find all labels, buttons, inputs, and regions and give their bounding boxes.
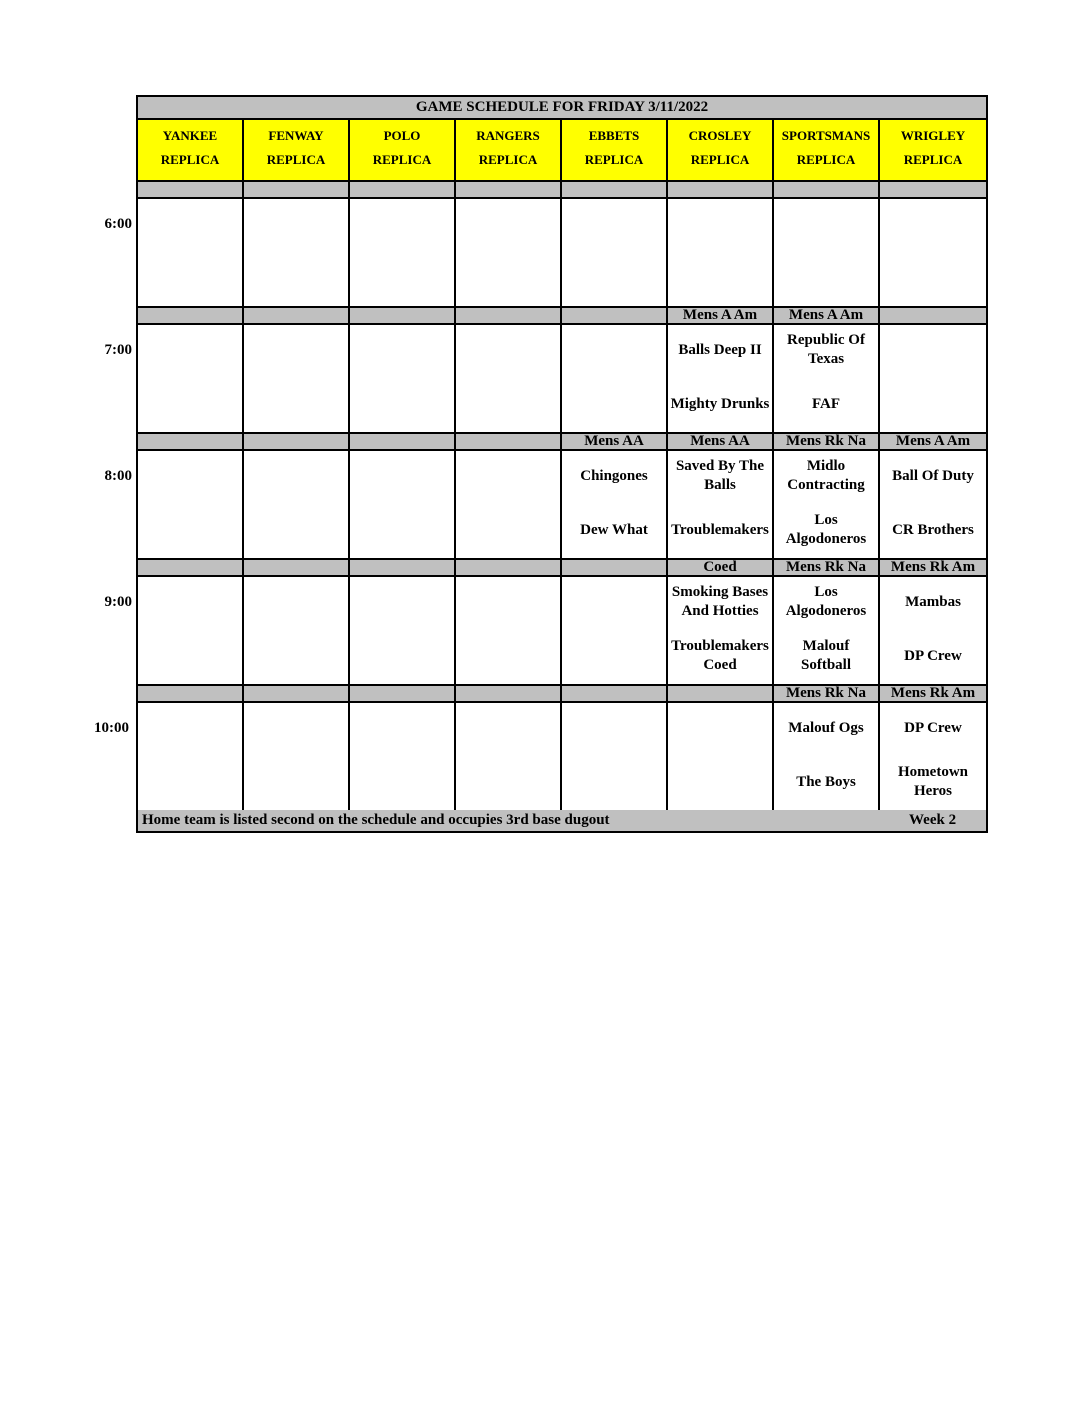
- league-band: [350, 686, 456, 703]
- league-band: [138, 434, 244, 451]
- game-cell: [668, 451, 774, 560]
- league-band: Mens Rk Am: [880, 560, 986, 577]
- field-header: [244, 120, 350, 182]
- empty-game-cell: [350, 451, 456, 560]
- empty-game-cell: [138, 199, 244, 308]
- home-team: Dew What: [580, 522, 648, 538]
- game-cell: [774, 325, 880, 434]
- league-band: [350, 434, 456, 451]
- empty-game-cell: [244, 577, 350, 686]
- home-team: DP Crew: [904, 648, 962, 664]
- home-team: Mighty Drunks: [670, 396, 770, 412]
- league-band: [244, 686, 350, 703]
- field-header: [138, 120, 244, 182]
- empty-game-cell: [456, 451, 562, 560]
- game-cell: [562, 451, 668, 560]
- league-band: Mens A Am: [668, 308, 774, 325]
- empty-game-cell: [562, 325, 668, 434]
- home-team: Malouf Softball: [800, 638, 851, 673]
- away-team: Balls Deep II: [678, 342, 762, 358]
- home-team: FAF: [811, 396, 841, 412]
- empty-game-cell: [456, 325, 562, 434]
- empty-game-cell: [350, 703, 456, 812]
- league-band: [138, 182, 244, 199]
- league-band: Mens Rk Na: [774, 434, 880, 451]
- league-band: [456, 182, 562, 199]
- home-team: Los Algodoneros: [785, 512, 867, 547]
- league-band: Mens AA: [668, 434, 774, 451]
- home-team: Troublemakers Coed: [671, 638, 769, 673]
- field-name: CROSLEY: [688, 128, 752, 143]
- field-type: REPLICA: [903, 152, 963, 167]
- home-team: Troublemakers: [671, 522, 769, 538]
- league-band: [774, 182, 880, 199]
- away-team: Ball Of Duty: [892, 468, 974, 484]
- away-team: Saved By The Balls: [675, 458, 765, 493]
- away-team: Los Algodoneros: [785, 584, 867, 619]
- empty-game-cell: [138, 577, 244, 686]
- league-band: [244, 560, 350, 577]
- game-cell: [774, 451, 880, 560]
- field-header: [668, 120, 774, 182]
- league-band: [350, 308, 456, 325]
- field-type: REPLICA: [584, 152, 644, 167]
- field-header: [350, 120, 456, 182]
- footer-note: Home team is listed second on the schedule and occupies 3rd base dugout: [142, 812, 610, 828]
- league-band: [880, 182, 986, 199]
- league-band: [456, 434, 562, 451]
- schedule-title: GAME SCHEDULE FOR FRIDAY 3/11/2022: [138, 97, 986, 120]
- empty-game-cell: [350, 577, 456, 686]
- schedule-table: [136, 95, 988, 833]
- empty-game-cell: [668, 199, 774, 308]
- game-cell: [668, 577, 774, 686]
- league-band: Mens A Am: [774, 308, 880, 325]
- time-label: 7:00: [104, 342, 132, 358]
- league-band: Mens Rk Am: [880, 686, 986, 703]
- game-cell: [880, 703, 986, 812]
- empty-game-cell: [880, 325, 986, 434]
- field-name: YANKEE: [162, 128, 218, 143]
- league-band: [562, 182, 668, 199]
- league-band: [244, 182, 350, 199]
- empty-game-cell: [244, 451, 350, 560]
- empty-game-cell: [880, 199, 986, 308]
- league-band: [456, 308, 562, 325]
- league-band: [668, 686, 774, 703]
- field-name: WRIGLEY: [900, 128, 966, 143]
- empty-game-cell: [562, 199, 668, 308]
- empty-game-cell: [350, 325, 456, 434]
- game-cell: [880, 577, 986, 686]
- home-team: Hometown Heros: [898, 764, 968, 799]
- league-band: [456, 560, 562, 577]
- away-team: Chingones: [580, 468, 648, 484]
- away-team: Mambas: [905, 594, 961, 610]
- league-band: [880, 308, 986, 325]
- away-team: DP Crew: [904, 720, 962, 736]
- empty-game-cell: [456, 703, 562, 812]
- field-type: REPLICA: [266, 152, 326, 167]
- field-type: REPLICA: [160, 152, 220, 167]
- field-name: RANGERS: [476, 128, 540, 143]
- time-label: 8:00: [104, 468, 132, 484]
- field-header: [562, 120, 668, 182]
- field-header: [774, 120, 880, 182]
- away-team: Midlo Contracting: [787, 458, 865, 493]
- away-team: Smoking Bases And Hotties: [671, 584, 769, 619]
- empty-game-cell: [668, 703, 774, 812]
- field-name: FENWAY: [268, 128, 324, 143]
- league-band: [562, 308, 668, 325]
- game-cell: [774, 577, 880, 686]
- empty-game-cell: [244, 325, 350, 434]
- league-band: [138, 560, 244, 577]
- league-band: [244, 308, 350, 325]
- time-label: 9:00: [104, 594, 132, 610]
- empty-game-cell: [138, 451, 244, 560]
- league-band: [562, 686, 668, 703]
- field-type: REPLICA: [372, 152, 432, 167]
- week-label: Week 2: [909, 812, 957, 828]
- league-band: [138, 686, 244, 703]
- league-band: [244, 434, 350, 451]
- empty-game-cell: [562, 577, 668, 686]
- away-team: Republic Of Texas: [787, 332, 865, 367]
- away-team: Malouf Ogs: [788, 720, 864, 736]
- home-team: The Boys: [796, 774, 856, 790]
- time-label: 10:00: [94, 720, 129, 736]
- field-name: EBBETS: [588, 128, 640, 143]
- field-name: POLO: [383, 128, 421, 143]
- home-team: CR Brothers: [892, 522, 974, 538]
- league-band: [562, 560, 668, 577]
- field-header: [880, 120, 986, 182]
- league-band: [350, 182, 456, 199]
- league-band: Mens Rk Na: [774, 686, 880, 703]
- field-type: REPLICA: [690, 152, 750, 167]
- game-cell: [668, 325, 774, 434]
- league-band: [668, 182, 774, 199]
- empty-game-cell: [244, 199, 350, 308]
- field-name: SPORTSMANS: [781, 128, 871, 143]
- empty-game-cell: [456, 577, 562, 686]
- empty-game-cell: [774, 199, 880, 308]
- empty-game-cell: [138, 325, 244, 434]
- empty-game-cell: [562, 703, 668, 812]
- league-band: [350, 560, 456, 577]
- field-type: REPLICA: [796, 152, 856, 167]
- league-band: [138, 308, 244, 325]
- empty-game-cell: [456, 199, 562, 308]
- empty-game-cell: [244, 703, 350, 812]
- league-band: Coed: [668, 560, 774, 577]
- field-type: REPLICA: [478, 152, 538, 167]
- game-cell: [880, 451, 986, 560]
- game-cell: [774, 703, 880, 812]
- empty-game-cell: [138, 703, 244, 812]
- league-band: [456, 686, 562, 703]
- time-label: 6:00: [104, 216, 132, 232]
- field-header: [456, 120, 562, 182]
- league-band: Mens Rk Na: [774, 560, 880, 577]
- league-band: Mens A Am: [880, 434, 986, 451]
- league-band: Mens AA: [562, 434, 668, 451]
- schedule-footer: [138, 810, 986, 831]
- empty-game-cell: [350, 199, 456, 308]
